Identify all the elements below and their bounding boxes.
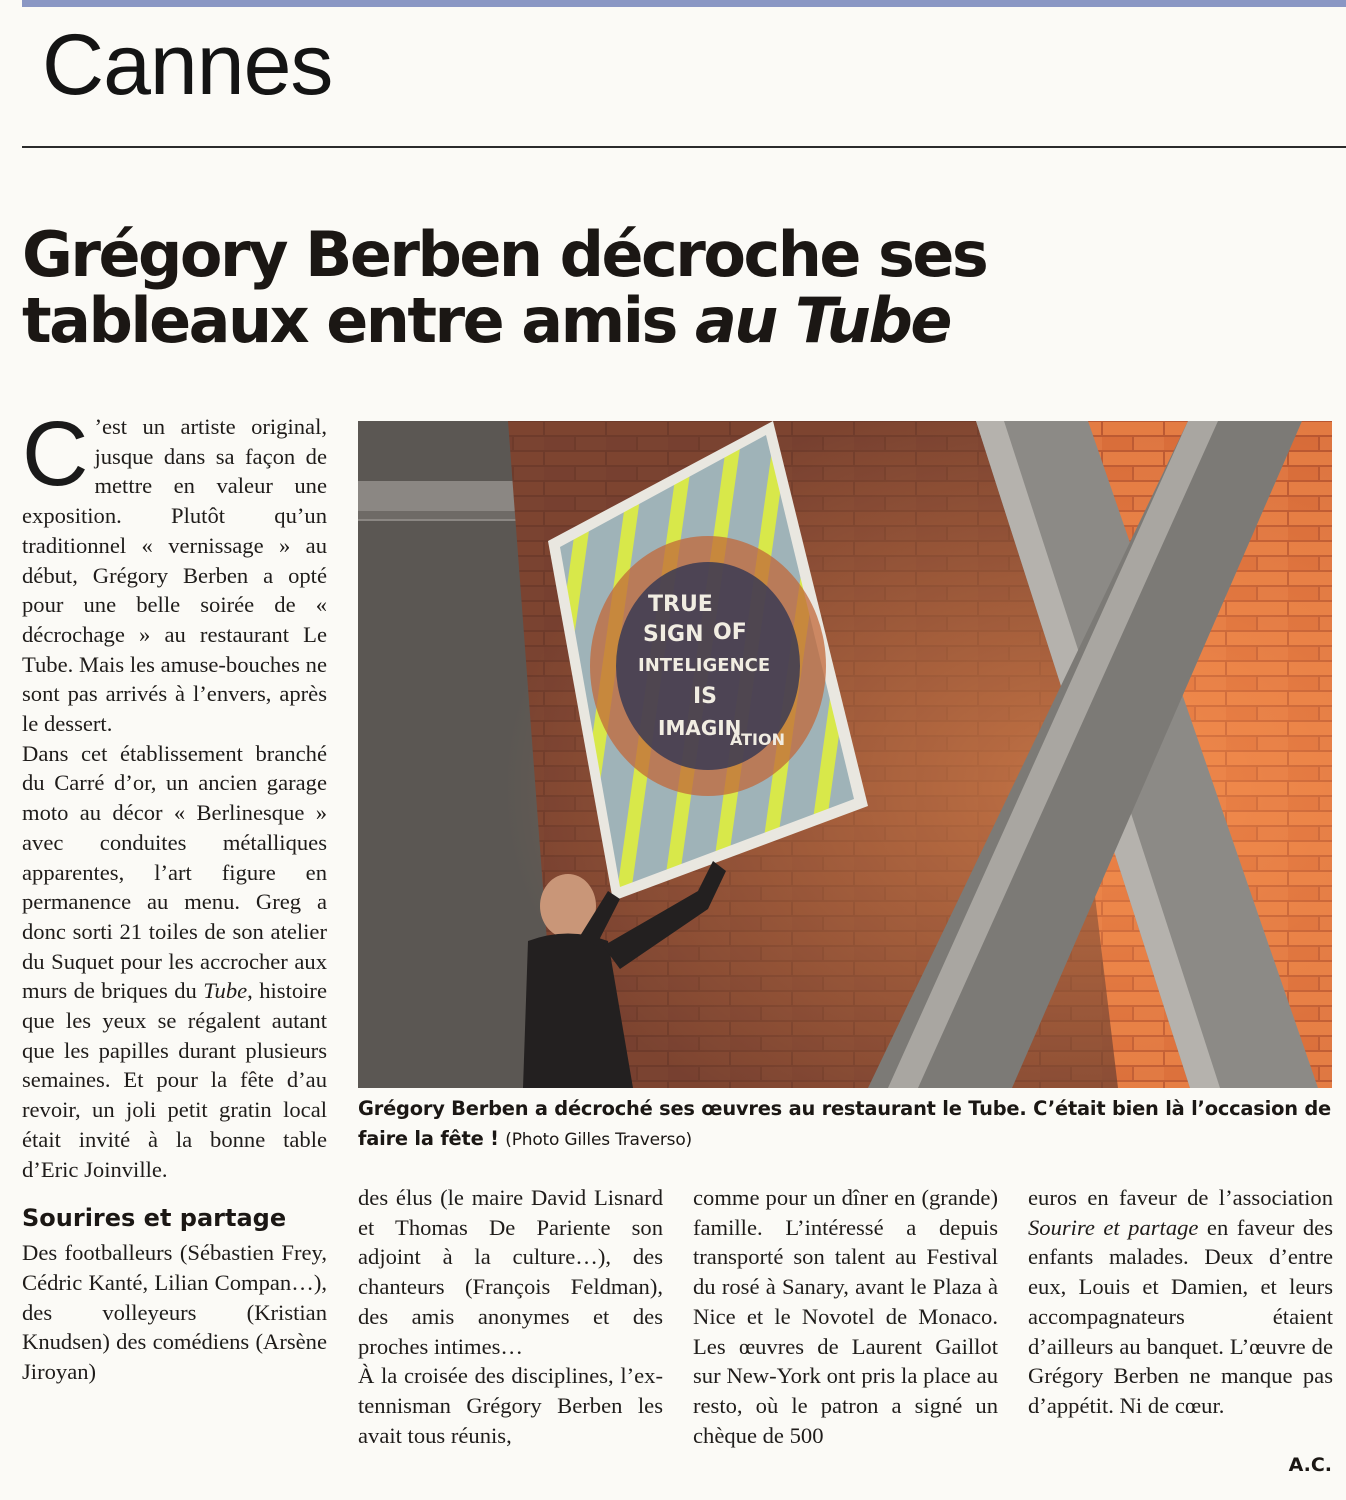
paragraph-venue: Dans cet établissement branché du Carré d’or, un ancien garage moto au décor « Berlinesque » avec conduites métalliques apparentes, l’art figure en permanence au menu. Greg a donc sorti 21 toiles de son atelier du Suquet pour les accrocher aux murs de briques du Tube, histoire que les yeux se régalent autant que les papilles durant plusieurs semaines. Et pour la fête d’au revoir, un joli petit gratin local était invité à la bonne table d’Eric Joinville. (22, 740, 327, 1182)
paragraph-guests: Des footballeurs (Sébastien Frey, Cédric Kanté, Lilian Compan…), des volleyeurs (Kristian Knudsen) des comédiens (Arsène Jiroyan) (22, 1240, 327, 1385)
painting-word-4: INTELIGENCE (638, 655, 771, 676)
painting-word-2: SIGN (643, 622, 704, 647)
top-color-bar (22, 0, 1346, 7)
article-column-4 (1028, 1183, 1333, 1421)
paragraph-dinner: comme pour un dîner en (grande) famille. L’intéressé a depuis transporté son talent au Festival du rosé à Sanary, avant le Plaza à Nice et le Novotel de Monaco. Les œuvres de Laurent Gaillot sur New-York ont pris la place au resto, où le patron a signé un chèque de 500 (693, 1185, 998, 1448)
painting-word-5: IS (693, 684, 718, 709)
headline (22, 218, 1322, 357)
paragraph-intro: C ’est un artiste original, jusque dans sa façon de mettre en valeur une exposition. Plutôt qu’un traditionnel « vernissage » au début, Grégory Berben a opté pour une belle soirée de « décrochage » au restaurant Le Tube. Mais les amuse-bouches ne sont pas arrivés à l’envers, après le dessert. (22, 403, 327, 737)
paragraph-guests-continued: des élus (le maire David Lisnard et Thomas De Pariente son adjoint à la culture…), des chanteurs (François Feldman), des amis anonymes et des proches intimes… (358, 1185, 663, 1359)
subheading: Sourires et partage (22, 1204, 287, 1233)
headline-line-2 (22, 283, 1322, 357)
photo-credit: (Photo Gilles Traverso) (505, 1130, 692, 1150)
painting-word-3: OF (713, 620, 747, 645)
paragraph-disciplines: À la croisée des disciplines, l’ex-tennisman Grégory Berben les avait tous réunis, (358, 1363, 663, 1448)
painting-word-6: IMAGIN (658, 716, 742, 740)
article-photo (358, 421, 1332, 1088)
photo-illustration (358, 421, 1332, 1088)
article-column-3 (693, 1183, 998, 1450)
painting-word-1: TRUE (648, 592, 713, 617)
photo-caption: Grégory Berben a décroché ses œuvres au restaurant le Tube. C’était bien là l’occasion de faire la fête ! (Photo Gilles Traverso) (358, 1097, 1331, 1150)
byline: A.C. (1288, 1454, 1332, 1476)
article-column-2 (358, 1183, 663, 1450)
headline-line-2-italic: au Tube (694, 283, 950, 357)
painting-word-7: ATION (730, 730, 785, 749)
headline-line-1: Grégory Berben décroche ses (22, 218, 987, 291)
headline-line-2-regular: tableaux entre amis (22, 283, 695, 357)
drop-cap: C (22, 403, 89, 505)
article-column-1 (22, 403, 327, 1387)
paragraph-charity: euros en faveur de l’association Sourire et partage en faveur des enfants malades. Deux d’entre eux, Louis et Damien, et leurs accompagnateurs étaient d’ailleurs au banquet. L’œuvre de Grégory Berben ne manque pas d’appétit. Ni de cœur. (1028, 1185, 1333, 1418)
section-title: Cannes (42, 17, 333, 113)
section-rule (22, 146, 1346, 148)
